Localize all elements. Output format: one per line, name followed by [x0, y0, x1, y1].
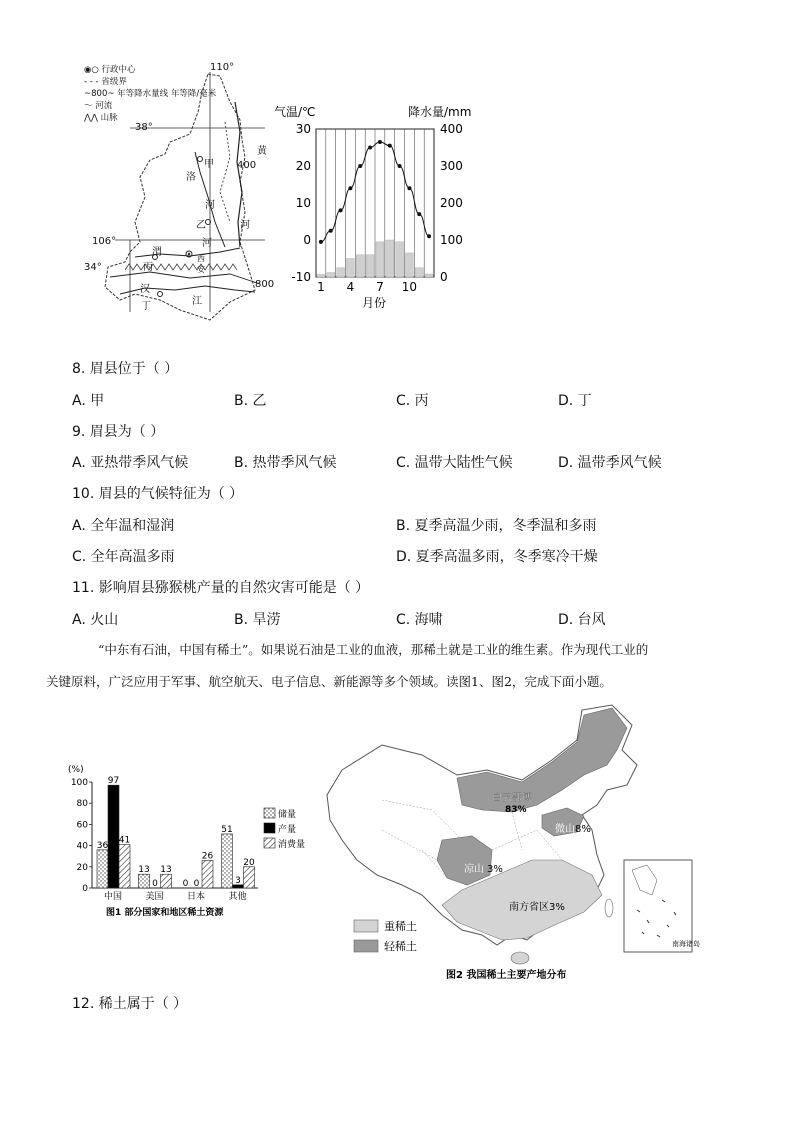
legend-label: 储量 [278, 810, 297, 820]
fig2-caption: 图2 我国稀土主要产地分布 [446, 970, 567, 981]
bar-value-label: 41 [118, 835, 131, 846]
temp-tick-label: 0 [303, 233, 311, 247]
region-weishan: 微山8% [555, 824, 591, 835]
temp-tick-label: 10 [295, 196, 311, 210]
month-tick-label: 10 [401, 280, 418, 294]
month-tick-label: 1 [317, 280, 325, 294]
passage-line-1: “中东有石油，中国有稀土”。如果说石油是工业的血液，那稀土就是工业的维生素。作为现代工业的 [98, 642, 649, 657]
precip-bar [406, 253, 414, 277]
region-baiyun-name: 白云鄂博 [492, 793, 532, 804]
y-tick-label: 20 [76, 862, 88, 873]
label-bing: 丙 [143, 262, 153, 273]
legend-swatch [264, 808, 275, 818]
legend-light-swatch [354, 940, 378, 952]
label-luo-he: 河 [205, 200, 215, 211]
label-yi: 乙 [196, 220, 206, 231]
temperature-point [348, 186, 352, 190]
label-wei-he: 河 [202, 238, 212, 249]
lon110-label: 110° [210, 62, 235, 73]
label-jia: 甲 [204, 159, 214, 170]
bar-value-label: 13 [138, 865, 150, 876]
map-legend [84, 64, 216, 124]
bar-0 [222, 834, 233, 888]
precip-bar [415, 268, 423, 277]
temperature-point [329, 229, 333, 233]
temp-axis-title: 气温/℃ [274, 105, 316, 119]
label-ding: 丁 [141, 301, 151, 312]
label-luo: 洛 [186, 172, 196, 183]
option-d[interactable]: D. 温带季风气候 [558, 455, 662, 471]
bar-value-label: 0 [182, 879, 189, 889]
temperature-point [358, 164, 362, 168]
legend-heavy-swatch [354, 920, 378, 932]
x-axis-title: 月份 [362, 296, 387, 310]
climate-chart [270, 100, 500, 315]
precip-bar [425, 274, 433, 277]
y-tick-label: 60 [76, 820, 88, 831]
bar-value-label: 13 [160, 865, 172, 876]
option-b[interactable]: B. 旱涝 [234, 612, 281, 628]
legend-light-label: 轻稀土 [384, 940, 417, 953]
region-baiyun-pct: 83% [505, 805, 527, 815]
y-tick-label: 0 [82, 884, 88, 894]
precip-tick-label: 300 [440, 159, 463, 173]
option-c[interactable]: C. 海啸 [396, 612, 443, 628]
legend-isohyet: ~800~ 年等降水量线 年等降/毫米 [84, 89, 217, 99]
legend-swatch [264, 823, 275, 833]
precip-bar [317, 274, 325, 277]
y-tick-label: 40 [76, 841, 88, 852]
option-d[interactable]: D. 丁 [558, 393, 592, 409]
temperature-point [407, 186, 411, 190]
legend-mountain: ⋀⋀ 山脉 [84, 113, 118, 123]
label-huang-he: 河 [240, 220, 250, 231]
option-b[interactable]: B. 热带季风气候 [234, 455, 337, 471]
y-tick-label: 100 [70, 778, 88, 788]
precip-tick-label: 0 [440, 270, 448, 284]
lat34-label: 34° [84, 262, 102, 273]
region-liangshan: 凉山 3% [464, 864, 503, 875]
bar-1 [108, 785, 119, 888]
bar-value-label: 0 [152, 879, 158, 889]
precip-bar [366, 255, 374, 277]
inset-label: 南海诸岛 [672, 940, 700, 948]
question-12-stem: 12. 稀土属于（ ） [72, 996, 188, 1012]
bar-0 [97, 850, 108, 888]
precip-bar [386, 240, 394, 277]
temperature-point [368, 146, 372, 150]
category-label: 美国 [145, 892, 164, 902]
south-china-sea-inset [624, 860, 692, 952]
option-a[interactable]: A. 火山 [72, 612, 119, 628]
bar-value-label: 36 [96, 840, 109, 851]
bar-value-label: 20 [243, 857, 255, 868]
precip-bar [347, 259, 355, 278]
month-tick-label: 7 [376, 280, 384, 294]
passage [46, 634, 732, 698]
label-han: 汉 [140, 284, 150, 295]
label-xian: 西安 [197, 254, 205, 274]
temp-tick-label: 30 [295, 122, 311, 136]
isoline-400-label: 400 [237, 160, 257, 171]
bar-value-label: 3 [235, 875, 241, 886]
taiwan-island [605, 899, 613, 917]
temperature-point [319, 240, 323, 244]
y-unit-label: (%) [68, 765, 84, 775]
question-stem: 10. 眉县的气候特征为（ ） [72, 486, 244, 502]
label-wei: 渭 [152, 247, 162, 258]
option-c[interactable]: C. 丙 [396, 393, 429, 409]
question-stem: 9. 眉县为（ ） [72, 424, 165, 440]
bar-value-label: 0 [193, 879, 200, 889]
legend-swatch [264, 838, 275, 848]
bar-0 [139, 874, 150, 888]
option-c[interactable]: C. 全年高温多雨 [72, 549, 175, 565]
fig1-caption: 图1 部分国家和地区稀土资源 [106, 908, 224, 918]
temperature-point [427, 234, 431, 238]
precip-bar [337, 268, 345, 277]
temperature-point [398, 164, 402, 168]
y-tick-label: 80 [76, 799, 88, 810]
precip-bar [356, 255, 364, 277]
precip-bar [327, 273, 335, 277]
option-b[interactable]: B. 乙 [234, 393, 267, 409]
temp-tick-label: 20 [295, 159, 311, 173]
lat38-label: 38° [135, 122, 153, 133]
temperature-point [378, 140, 382, 144]
month-tick-label: 4 [346, 280, 355, 294]
label-jiang: 江 [192, 296, 202, 307]
bar-2 [161, 874, 172, 888]
region-south: 南方省区3% [509, 902, 565, 913]
lon106-label: 106° [92, 236, 117, 247]
legend-admin-center: ◉○ 行政中心 [84, 65, 136, 75]
china-rare-earth-map [322, 700, 702, 990]
legend-river: 〜 河流 [84, 101, 113, 111]
category-label: 其他 [228, 892, 247, 902]
temp-tick-label: -10 [291, 270, 311, 284]
precip-tick-label: 400 [440, 122, 463, 136]
precip-tick-label: 100 [440, 233, 463, 247]
bar-value-label: 97 [107, 776, 120, 787]
precip-bar [376, 242, 384, 277]
option-c[interactable]: C. 温带大陆性气候 [396, 455, 513, 471]
legend-heavy-label: 重稀土 [384, 920, 417, 933]
temperature-point [388, 144, 392, 148]
isoline-800-label: 800 [255, 279, 275, 290]
category-label: 中国 [103, 892, 123, 902]
temperature-point [417, 212, 421, 216]
precip-bar [396, 242, 404, 277]
legend-label: 消费量 [278, 840, 306, 850]
passage-line-2: 关键原料，广泛应用于军事、航空航天、电子信息、新能源等多个领域。读图1、图2，完成下面小题。 [46, 674, 612, 689]
option-a[interactable]: A. 甲 [72, 393, 105, 409]
option-b[interactable]: B. 夏季高温少雨，冬季温和多雨 [396, 518, 597, 534]
label-huang: 黄 [257, 146, 267, 157]
category-label: 日本 [186, 892, 206, 902]
legend-province-border: - - - 省级界 [84, 77, 127, 87]
bar-2 [244, 867, 255, 888]
option-a[interactable]: A. 亚热带季风气候 [72, 455, 189, 471]
temperature-point [339, 208, 343, 212]
precip-tick-label: 200 [440, 196, 463, 210]
bar-value-label: 51 [221, 824, 233, 835]
legend-label: 产量 [278, 825, 297, 835]
option-d[interactable]: D. 夏季高温多雨，冬季寒冷干燥 [396, 549, 598, 565]
rare-earth-bar-chart [66, 762, 326, 922]
precip-axis-title: 降水量/mm [408, 105, 472, 119]
bar-2 [119, 845, 130, 888]
option-d[interactable]: D. 台风 [558, 612, 606, 628]
bar-value-label: 26 [201, 851, 214, 862]
option-a[interactable]: A. 全年温和湿润 [72, 518, 175, 534]
question-stem: 11. 影响眉县猕猴桃产量的自然灾害可能是（ ） [72, 580, 370, 596]
hainan-island [511, 952, 529, 964]
question-stem: 8. 眉县位于（ ） [72, 361, 179, 377]
bar-2 [202, 860, 213, 888]
